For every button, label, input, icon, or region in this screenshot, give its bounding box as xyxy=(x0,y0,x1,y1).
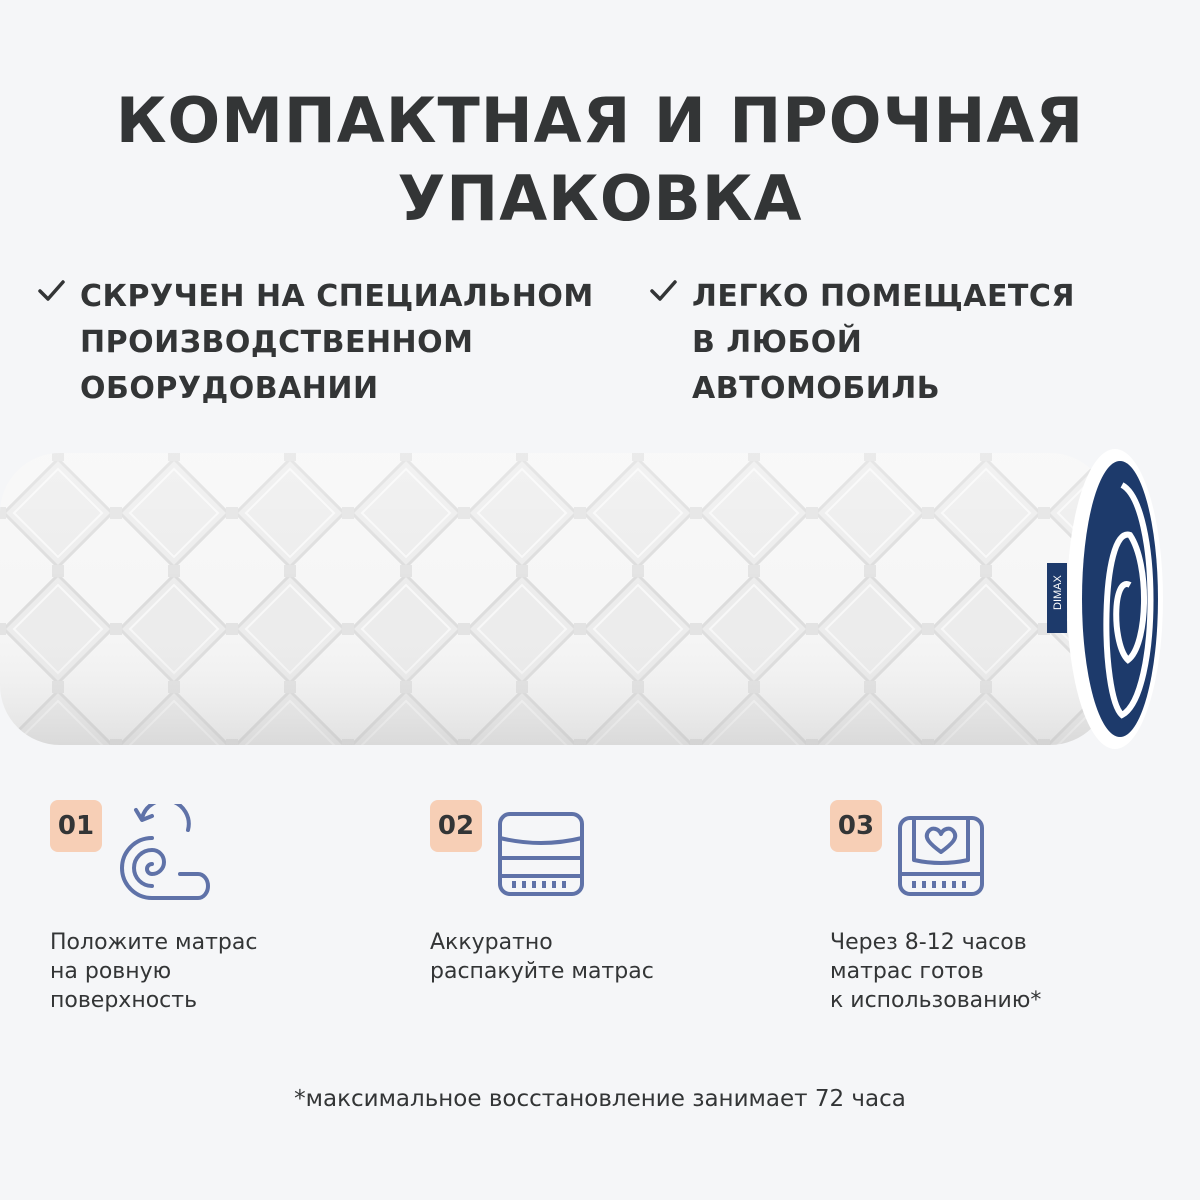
step-number-badge: 01 xyxy=(50,800,102,852)
step-number-badge: 02 xyxy=(430,800,482,852)
title-line-1: КОМПАКТНАЯ И ПРОЧНАЯ xyxy=(115,84,1085,157)
mattress-heart-icon xyxy=(890,804,990,904)
step-description xyxy=(830,928,1041,1015)
feature-text-line: ЛЕГКО ПОМЕЩАЕТСЯ xyxy=(692,279,1076,314)
feature-rolled xyxy=(80,274,594,412)
step-text-line: поверхность xyxy=(50,988,198,1013)
feature-text-line: АВТОМОБИЛЬ xyxy=(692,371,941,406)
step-text-line: к использованию* xyxy=(830,988,1042,1013)
feature-fits-car xyxy=(692,274,1075,412)
brand-label: DIMAX xyxy=(1052,575,1064,610)
step-text-line: Через 8-12 часов xyxy=(830,930,1027,955)
feature-text-line: ОБОРУДОВАНИИ xyxy=(80,371,379,406)
page-title xyxy=(0,82,1200,238)
checkmark-icon xyxy=(36,276,66,306)
step-text-line: Положите матрас xyxy=(50,930,258,955)
mattress-icon xyxy=(490,804,590,904)
step-description xyxy=(430,928,654,986)
step-text-line: Аккуратно xyxy=(430,930,553,955)
step-text-line: распакуйте матрас xyxy=(430,959,654,984)
step-description xyxy=(50,928,257,1015)
title-line-2: УПАКОВКА xyxy=(397,162,803,235)
feature-text-line: ПРОИЗВОДСТВЕННОМ xyxy=(80,325,474,360)
checkmark-icon xyxy=(648,276,678,306)
feature-text-line: СКРУЧЕН НА СПЕЦИАЛЬНОМ xyxy=(80,279,594,314)
rolled-mattress-image xyxy=(0,445,1165,750)
rolled-mattress-icon xyxy=(110,804,210,904)
step-text-line: на ровную xyxy=(50,959,172,984)
step-number-badge: 03 xyxy=(830,800,882,852)
footnote: *максимальное восстановление занимает 72 часа xyxy=(294,1086,906,1112)
step-text-line: матрас готов xyxy=(830,959,984,984)
feature-text-line: В ЛЮБОЙ xyxy=(692,325,863,360)
